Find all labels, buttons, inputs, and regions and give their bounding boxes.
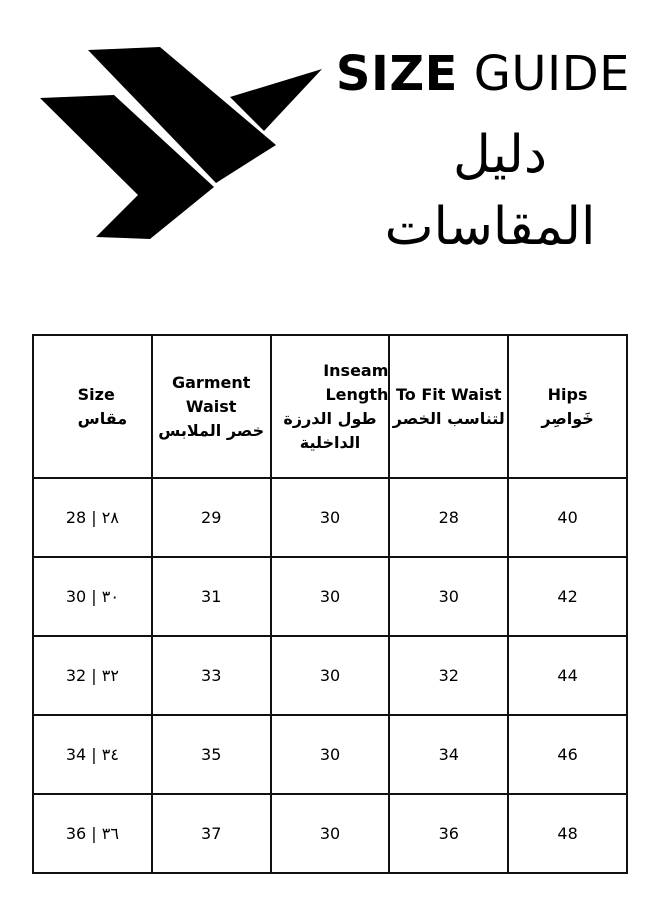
table-row: [33, 478, 627, 557]
header-inseam-ar: طول الدرزة الداخلية: [283, 408, 377, 452]
header-hips-en: Hips: [547, 384, 588, 404]
header-inseam-length: [271, 335, 390, 478]
table-row: [33, 794, 627, 873]
cell-inseam: 30: [271, 478, 390, 557]
cell-size: 30 | ٣٠: [33, 557, 152, 636]
header-to-fit-waist-ar: لتناسب الخصر: [392, 408, 505, 428]
table-row: [33, 636, 627, 715]
cell-to-fit-waist: 28: [389, 478, 508, 557]
cell-garment-waist: 37: [152, 794, 271, 873]
header-hips-ar: خَواصِر: [541, 408, 594, 428]
cell-inseam: 30: [271, 636, 390, 715]
cell-inseam: 30: [271, 715, 390, 794]
cell-hips: 42: [508, 557, 627, 636]
title-arabic-line-1: دليل: [452, 125, 548, 185]
cell-inseam: 30: [271, 794, 390, 873]
header-garment-waist-en: Garment Waist: [172, 372, 251, 416]
cell-to-fit-waist: 32: [389, 636, 508, 715]
table-row: [33, 557, 627, 636]
cell-to-fit-waist: 36: [389, 794, 508, 873]
header-to-fit-waist-en: To Fit Waist: [396, 384, 502, 404]
cell-inseam: 30: [271, 557, 390, 636]
title-size-word: SIZE: [335, 46, 458, 102]
header-size-en: Size: [77, 384, 115, 404]
title-arabic-line-2: المقاسات: [384, 197, 596, 257]
cell-hips: 44: [508, 636, 627, 715]
cell-garment-waist: 31: [152, 557, 271, 636]
header-hips: [508, 335, 627, 478]
cell-size: 36 | ٣٦: [33, 794, 152, 873]
cell-hips: 46: [508, 715, 627, 794]
header-to-fit-waist: [389, 335, 508, 478]
cell-to-fit-waist: 34: [389, 715, 508, 794]
cell-hips: 40: [508, 478, 627, 557]
table-header-row: [33, 335, 627, 478]
header-garment-waist: [152, 335, 271, 478]
cell-garment-waist: 35: [152, 715, 271, 794]
size-table: [32, 334, 628, 874]
title-english: [336, 44, 630, 104]
cell-garment-waist: 29: [152, 478, 271, 557]
header-size: [33, 335, 152, 478]
table-row: [33, 715, 627, 794]
cell-size: 32 | ٣٢: [33, 636, 152, 715]
cell-hips: 48: [508, 794, 627, 873]
cell-size: 34 | ٣٤: [33, 715, 152, 794]
header-size-ar: مقاس: [77, 408, 128, 428]
cell-garment-waist: 33: [152, 636, 271, 715]
cell-to-fit-waist: 30: [389, 557, 508, 636]
brand-logo: [40, 45, 325, 240]
header-garment-waist-ar: خصر الملابس: [158, 420, 265, 440]
header-inseam-en: Inseam Length: [323, 360, 389, 404]
cell-size: 28 | ٢٨: [33, 478, 152, 557]
title-guide-word: GUIDE: [473, 46, 630, 102]
